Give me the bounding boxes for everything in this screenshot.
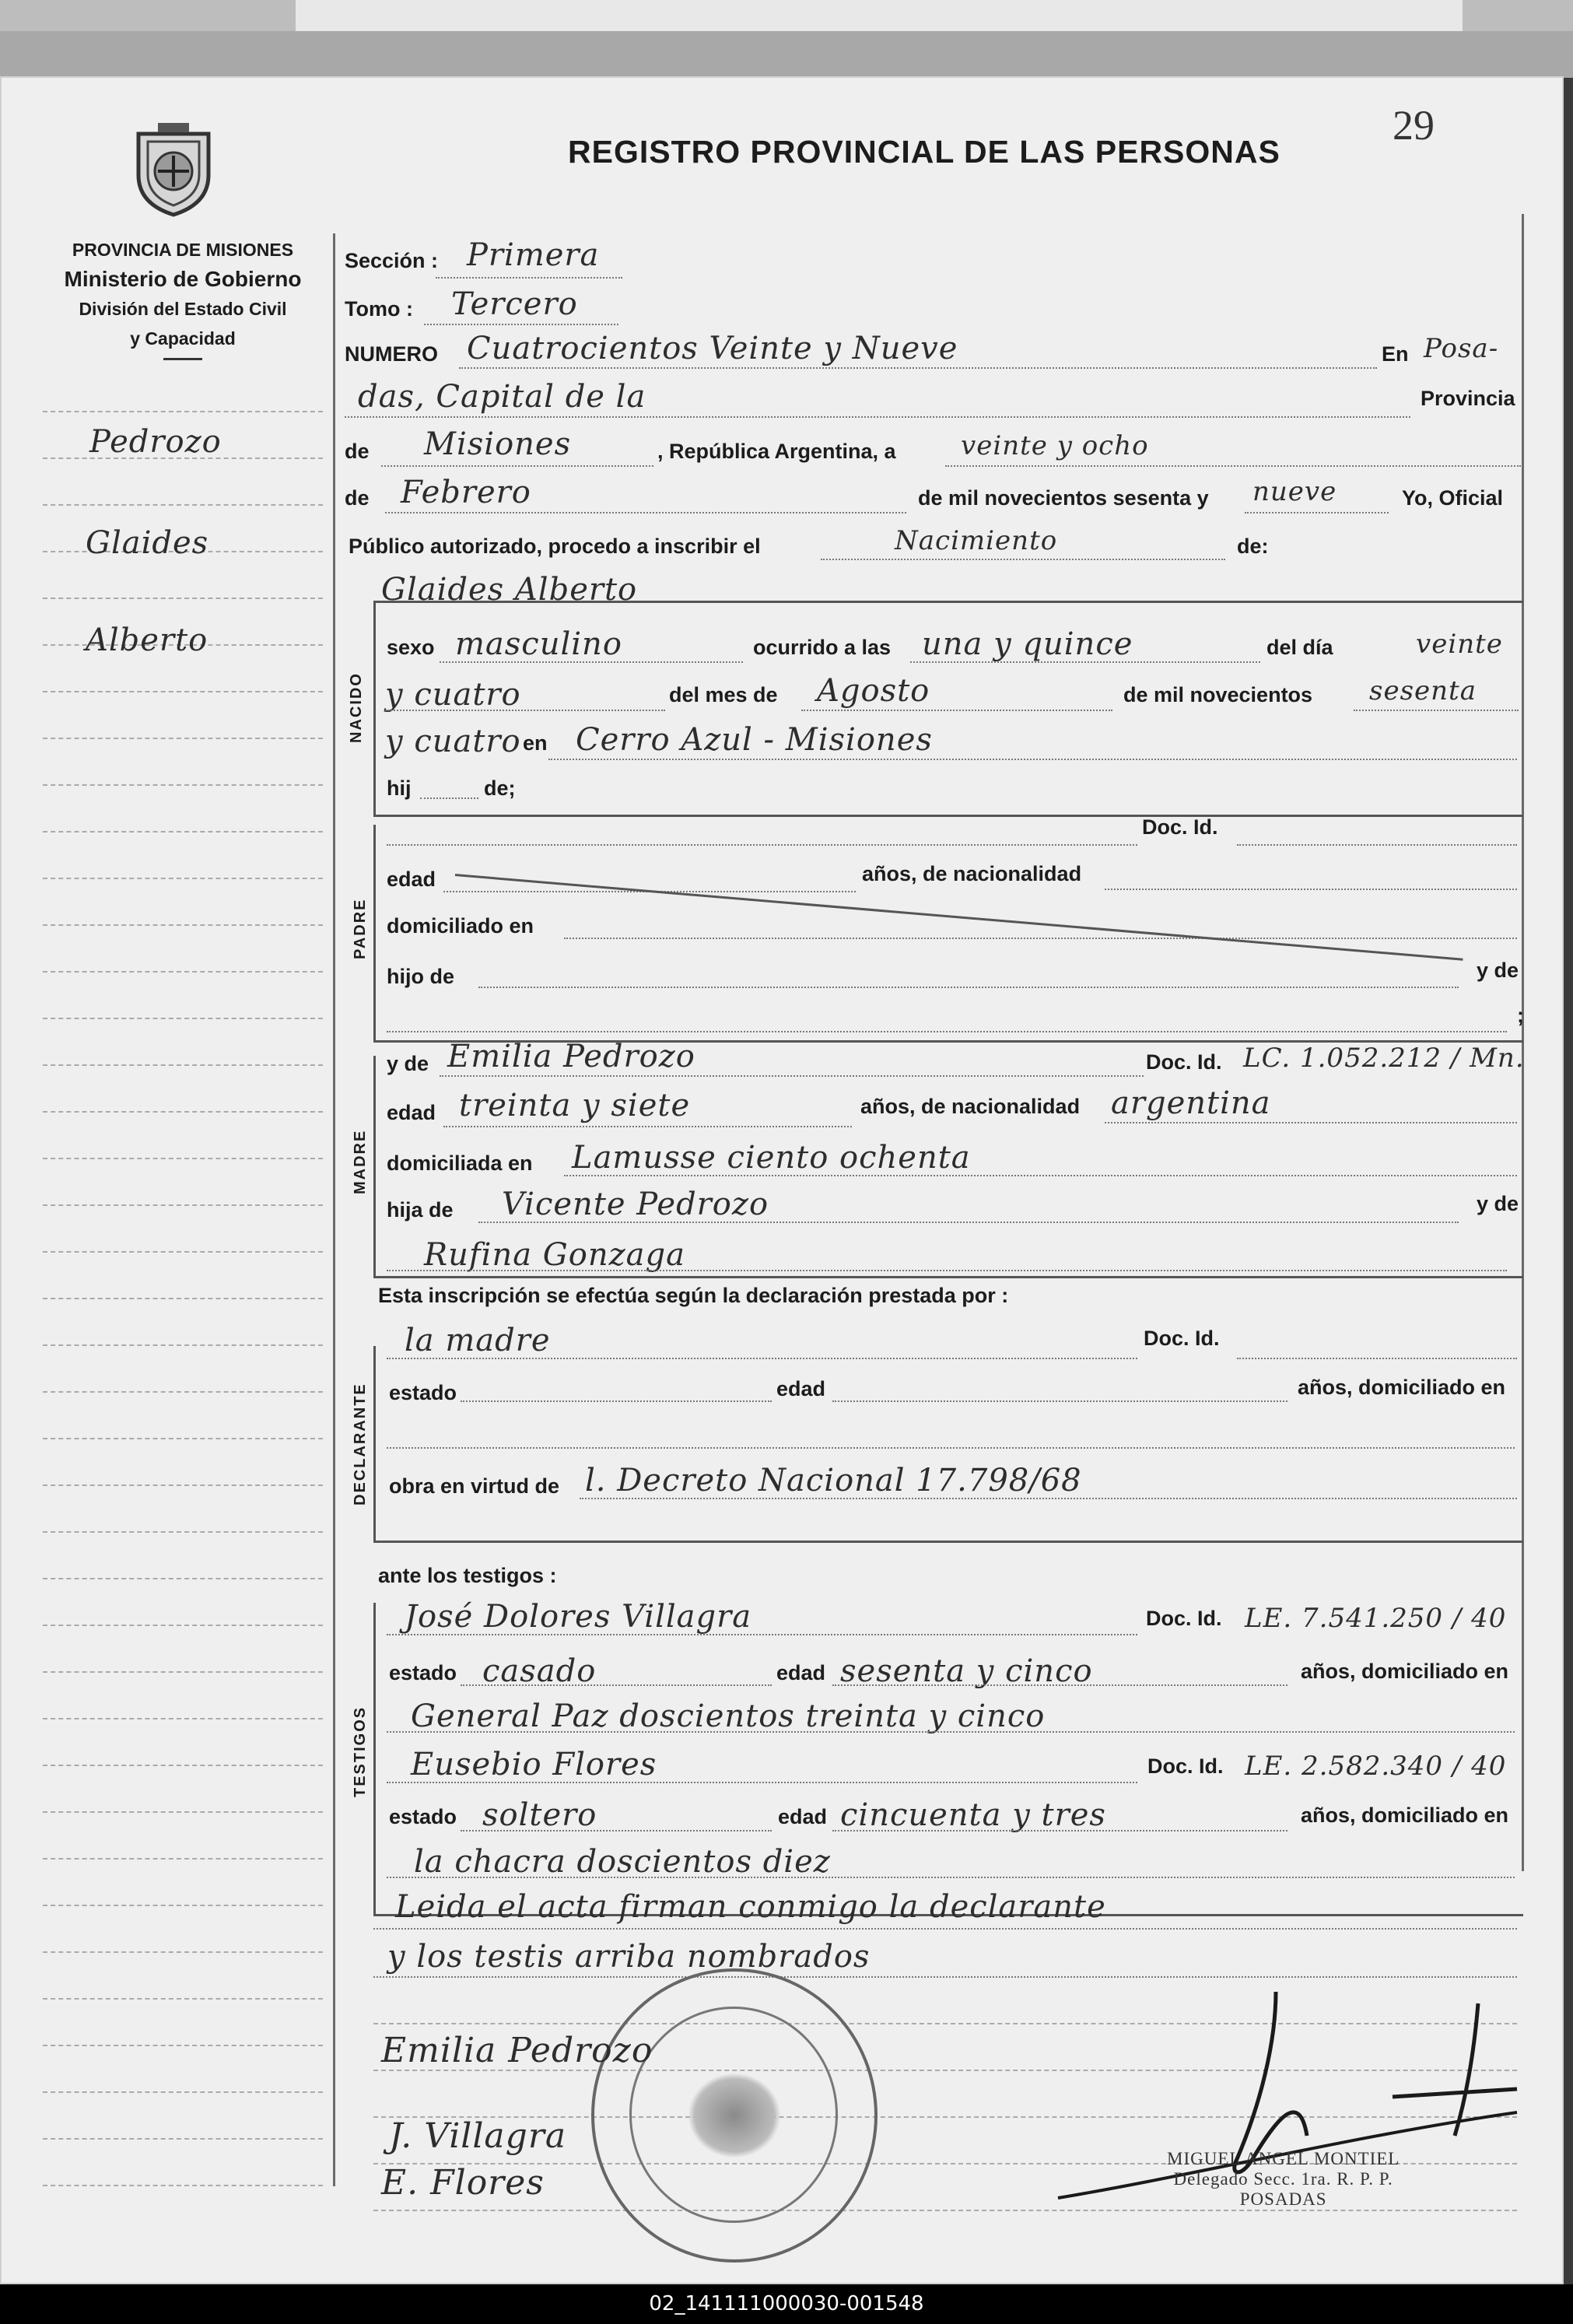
background-folder [0, 0, 1573, 74]
left-ruled-line [43, 691, 323, 692]
left-ruled-line [43, 1484, 323, 1486]
madre-hija-de-label: hija de [387, 1198, 454, 1222]
declaracion-label: Esta inscripción se efectúa según la declaración prestada por : [378, 1284, 1009, 1307]
madre-edad-value: treinta y siete [459, 1088, 691, 1123]
testigo1-edad-label: edad [776, 1661, 826, 1684]
testigo1-name: José Dolores Villagra [405, 1599, 752, 1635]
institution-capacity: y Capacidad [130, 328, 236, 349]
declarante-domicilio-line [387, 1447, 1515, 1449]
declarante-edad-label: edad [776, 1377, 826, 1400]
official-signature-block [1167, 2149, 1400, 2210]
left-ruled-line [43, 1578, 323, 1579]
padre-nacionalidad-label: años, de nacionalidad [862, 862, 1082, 885]
closing-rule-1 [373, 1928, 1517, 1930]
madre-domicilio-label: domiciliada en [387, 1151, 533, 1175]
padre-domicilio-line [564, 938, 1517, 939]
tomo-label: Tomo : [345, 297, 413, 321]
left-ruled-line [43, 2185, 323, 2186]
declarante-edad-line [832, 1400, 1287, 1402]
padre-domicilio-label: domiciliado en [387, 914, 534, 938]
madre-y-de2-label: y de [1477, 1192, 1519, 1215]
signature-flores: E. Flores [381, 2163, 545, 2203]
madre-padre-line [478, 1222, 1459, 1223]
dia-value-1: veinte [1416, 629, 1503, 660]
dia-value-2: y cuatro [385, 677, 521, 713]
left-ruled-line [43, 1298, 323, 1299]
margin-surname: Pedrozo [89, 424, 222, 460]
lugar-value: Cerro Azul - Misiones [576, 722, 933, 758]
margin-second-name: Alberto [86, 622, 208, 658]
anio-nacimiento-value-2: y cuatro [385, 724, 521, 759]
en-label: En [1382, 342, 1409, 366]
tomo-value: Tercero [451, 286, 578, 322]
closing-line-2: y los testis arriba nombrados [387, 1939, 871, 1975]
obra-label: obra en virtud de [389, 1474, 560, 1498]
signature-emilia: Emilia Pedrozo [381, 2031, 653, 2070]
declarante-name-line [387, 1358, 1137, 1359]
sexo-value: masculino [455, 626, 622, 662]
institution-rule [163, 358, 202, 360]
left-ruled-line [43, 2138, 323, 2140]
padre-edad-label: edad [387, 868, 436, 891]
de2-label: de [345, 486, 370, 510]
institution-province: PROVINCIA DE MISIONES [72, 240, 294, 260]
left-ruled-line [43, 1905, 323, 1906]
obra-value: l. Decreto Nacional 17.798/68 [585, 1463, 1082, 1499]
nacido-name: Glaides Alberto [381, 572, 638, 608]
declarante-doc-line [1237, 1358, 1517, 1359]
seccion-value: Primera [467, 237, 600, 273]
testigo1-estado-value: casado [482, 1653, 597, 1689]
testigo2-domicilio-value: la chacra doscientos diez [414, 1844, 831, 1880]
acto-line [821, 559, 1225, 560]
padre-y-de-label: y de [1477, 959, 1519, 982]
mes-nacimiento-value: Agosto [817, 673, 930, 709]
closing-rule-2 [373, 1976, 1517, 1978]
provincia-label: Provincia [1421, 387, 1515, 410]
testigo1-name-line [387, 1634, 1137, 1635]
left-ruled-line [43, 2091, 323, 2093]
testigos-section-label: TESTIGOS [352, 1705, 369, 1797]
testigo1-estado-line [461, 1684, 772, 1686]
left-ruled-line [43, 1998, 323, 2000]
publico-label: Público autorizado, procedo a inscribir el [349, 535, 761, 558]
yo-oficial-label: Yo, Oficial [1402, 486, 1504, 510]
testigo1-estado-label: estado [389, 1661, 457, 1684]
hij-line [420, 797, 478, 799]
mes-value: Febrero [401, 475, 531, 510]
anio-nacimiento-line [1354, 710, 1519, 711]
dia-line-2 [385, 710, 665, 711]
testigo1-domicilio-line [387, 1731, 1515, 1733]
testigo2-doc-value: LE. 2.582.340 / 40 [1245, 1751, 1507, 1782]
madre-edad-label: edad [387, 1101, 436, 1124]
testigo2-name-line [387, 1782, 1137, 1783]
testigo2-edad-line [832, 1830, 1287, 1832]
padre-section-label: PADRE [352, 898, 369, 959]
official-name: MIGUEL ANGEL MONTIEL [1167, 2149, 1400, 2168]
del-mes-label: del mes de [669, 683, 778, 706]
left-ruled-line [43, 1158, 323, 1159]
madre-domicilio-line [564, 1175, 1517, 1176]
testigo1-anios-label: años, domiciliado en [1301, 1660, 1509, 1683]
official-stamp-emblem-icon [688, 2073, 781, 2158]
testigo2-estado-label: estado [389, 1805, 457, 1828]
testigo1-doc-value: LE. 7.541.250 / 40 [1245, 1603, 1507, 1634]
left-ruled-line [43, 1531, 323, 1533]
left-margin-rule [333, 233, 335, 2186]
acto-value: Nacimiento [895, 525, 1058, 556]
declarante-name: la madre [405, 1323, 551, 1358]
testigos-label: ante los testigos : [378, 1564, 557, 1587]
left-ruled-line [43, 924, 323, 926]
madre-y-de-label: y de [387, 1052, 429, 1075]
hora-line [910, 661, 1260, 663]
testigo2-estado-line [461, 1830, 772, 1832]
left-ruled-line [43, 1064, 323, 1066]
left-ruled-line [43, 738, 323, 739]
official-stamp [591, 1968, 878, 2263]
seccion-label: Sección : [345, 249, 439, 272]
left-ruled-line [43, 784, 323, 786]
testigo2-edad-label: edad [778, 1805, 828, 1828]
padre-doc-label: Doc. Id. [1142, 815, 1218, 839]
declarante-section-label: DECLARANTE [352, 1383, 369, 1506]
declarante-estado-label: estado [389, 1381, 457, 1404]
testigo2-edad-value: cincuenta y tres [840, 1797, 1106, 1833]
left-ruled-line [43, 1204, 323, 1206]
testigo1-doc-label: Doc. Id. [1146, 1607, 1222, 1630]
obra-line [580, 1498, 1517, 1499]
anio-value: nueve [1252, 476, 1337, 507]
left-ruled-line [43, 831, 323, 833]
closing-line-1: Leida el acta firman conmigo la declarante [395, 1889, 1106, 1925]
margin-first-name: Glaides [86, 525, 209, 561]
provincia-value: Misiones [424, 426, 572, 462]
testigo2-domicilio-line [387, 1877, 1515, 1878]
left-ruled-line [43, 971, 323, 973]
mes-nacimiento-line [801, 710, 1112, 711]
republica-label: , República Argentina, a [657, 440, 896, 463]
left-ruled-line [43, 1251, 323, 1253]
background-sheet-edge [0, 31, 1573, 78]
nacido-section-label: NACIDO [348, 672, 365, 743]
declarante-anios-label: años, domiciliado en [1298, 1376, 1506, 1399]
testigo1-edad-value: sesenta y cinco [840, 1653, 1093, 1689]
left-ruled-line [43, 1671, 323, 1673]
padre-section [373, 825, 1523, 1043]
en-value: Posa- [1424, 333, 1499, 364]
numero-value: Cuatrocientos Veinte y Nueve [467, 331, 958, 366]
left-ruled-line [43, 598, 323, 599]
padre-semicolon: ; [1517, 1004, 1524, 1027]
city-line [345, 416, 1410, 418]
madre-madre-value: Rufina Gonzaga [424, 1237, 685, 1273]
dia-line [945, 465, 1521, 467]
madre-edad-line [443, 1126, 852, 1127]
hora-value: una y quince [922, 626, 1133, 662]
tomo-line [424, 324, 618, 325]
dia-value: veinte y ocho [961, 430, 1149, 461]
mil-novecientos-label: de mil novecientos [1123, 683, 1313, 706]
city-continuation: das, Capital de la [358, 379, 646, 415]
padre-nacionalidad-line [1105, 889, 1517, 890]
official-position: Delegado Secc. 1ra. R. P. P. [1173, 2169, 1393, 2189]
seccion-line [436, 277, 622, 279]
declarante-estado-line [461, 1400, 772, 1402]
left-ruled-line [43, 1951, 323, 1953]
madre-section-label: MADRE [352, 1129, 369, 1194]
madre-padre-value: Vicente Pedrozo [502, 1187, 769, 1222]
left-ruled-line [43, 1718, 323, 1719]
numero-label: NUMERO [345, 342, 438, 366]
madre-nacionalidad-label: años, de nacionalidad [860, 1095, 1081, 1118]
mil-label: de mil novecientos sesenta y [918, 486, 1209, 510]
del-dia-label: del día [1266, 636, 1333, 659]
testigo1-edad-line [832, 1684, 1287, 1686]
de3-label: de: [1237, 535, 1269, 558]
image-id-footer: 02_141111000030-001548 [0, 2284, 1573, 2324]
testigo2-estado-value: soltero [482, 1797, 597, 1833]
padre-hijo-de-label: hijo de [387, 965, 454, 988]
background-sheet [296, 0, 1463, 31]
padre-name-line [387, 844, 1137, 846]
institution-header [31, 235, 335, 360]
signature-villagra: J. Villagra [389, 2116, 567, 2156]
hij-label: hij [387, 776, 412, 800]
testigo2-name: Eusebio Flores [411, 1747, 657, 1782]
madre-madre-line [387, 1270, 1507, 1271]
testigo1-domicilio-value: General Paz doscientos treinta y cinco [411, 1698, 1046, 1734]
page-number: 29 [1393, 102, 1435, 149]
madre-domicilio-value: Lamusse ciento ochenta [572, 1140, 971, 1176]
left-ruled-line [43, 1344, 323, 1346]
anio-line [1245, 512, 1389, 514]
madre-name-line [440, 1075, 1144, 1077]
left-ruled-line [43, 411, 323, 412]
ocurrido-label: ocurrido a las [753, 636, 892, 659]
left-ruled-line [43, 1018, 323, 1019]
testigo2-anios-label: años, domiciliado en [1301, 1803, 1509, 1827]
province-seal-icon [123, 117, 224, 218]
left-ruled-line [43, 1111, 323, 1113]
de-label: de [345, 440, 370, 463]
nacido-en-label: en [523, 731, 548, 755]
left-ruled-line [43, 2045, 323, 2046]
declarante-doc-label: Doc. Id. [1144, 1327, 1220, 1350]
left-ruled-line [43, 1391, 323, 1393]
left-ruled-line [43, 1625, 323, 1626]
madre-nacionalidad-line [1105, 1122, 1517, 1123]
anio-nacimiento-value: sesenta [1369, 675, 1477, 706]
provincia-line [381, 465, 653, 467]
numero-line [459, 367, 1377, 369]
official-city: POSADAS [1239, 2189, 1327, 2209]
lugar-line [548, 759, 1517, 760]
left-ruled-line [43, 1858, 323, 1860]
signature-ruled-line [373, 2210, 1517, 2211]
page-title: REGISTRO PROVINCIAL DE LAS PERSONAS [568, 134, 1280, 170]
mes-line [385, 512, 906, 514]
sexo-label: sexo [387, 636, 435, 659]
hij-de-label: de; [484, 776, 516, 800]
sexo-line [440, 661, 743, 663]
padre-doc-line [1237, 844, 1517, 846]
institution-ministry: Ministerio de Gobierno [64, 267, 302, 291]
madre-doc-value: LC. 1.052.212 / Mn. [1243, 1043, 1525, 1074]
left-ruled-line [43, 1438, 323, 1439]
left-ruled-line [43, 504, 323, 506]
left-ruled-line [43, 1811, 323, 1813]
madre-nacionalidad-value: argentina [1111, 1085, 1271, 1121]
testigo2-doc-label: Doc. Id. [1147, 1754, 1224, 1778]
madre-doc-label: Doc. Id. [1146, 1050, 1222, 1074]
institution-division: División del Estado Civil [79, 299, 287, 319]
padre-hijo-de-line [478, 987, 1459, 988]
padre-y-de-line [387, 1031, 1507, 1032]
madre-name: Emilia Pedrozo [447, 1039, 695, 1074]
left-ruled-line [43, 1765, 323, 1766]
left-ruled-line [43, 878, 323, 879]
